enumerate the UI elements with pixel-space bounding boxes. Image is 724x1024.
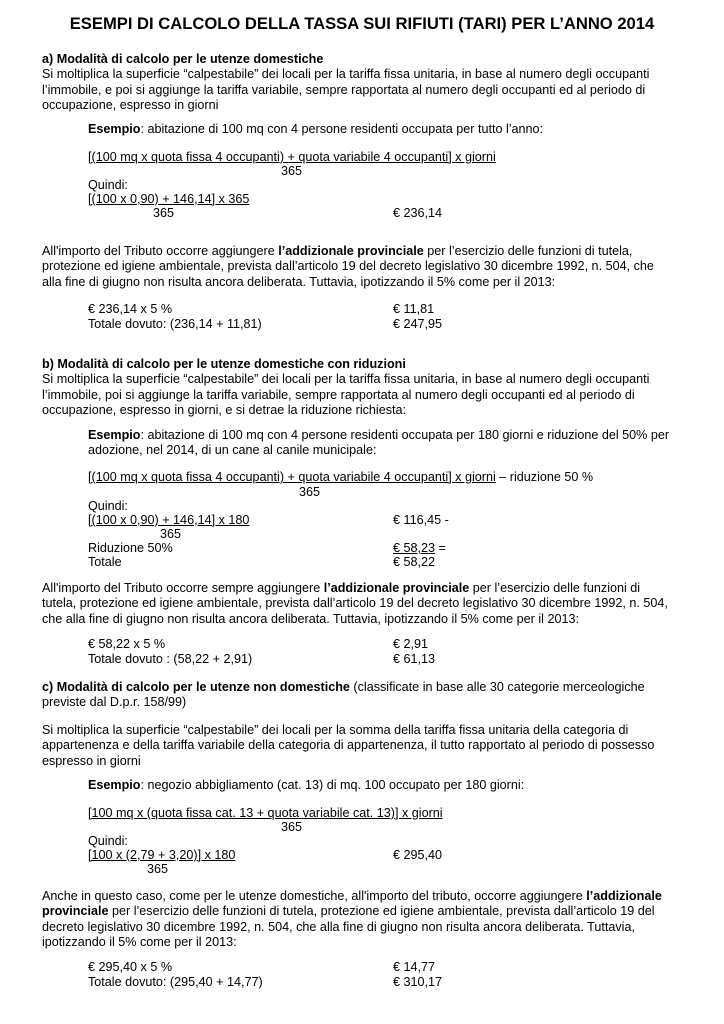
formula-suffix: – riduzione 50 %: [495, 470, 594, 484]
addizionale-bold: l’addizionale: [586, 889, 662, 903]
section-a-calc: [(100 x 0,90) + 146,14] x 365: [88, 192, 250, 206]
section-b-row1-label: € 58,22 x 5 %: [88, 637, 166, 651]
section-b-row1-value: € 2,91: [393, 637, 429, 651]
section-a-row2-value: € 247,95: [393, 317, 443, 331]
section-a-addizionale: [42, 244, 682, 290]
addizionale-text: per l’esercizio delle funzioni di: [469, 581, 641, 595]
page-title: ESEMPI DI CALCOLO DELLA TASSA SUI RIFIUTI (TARI) PER L’ANNO 2014: [69, 14, 655, 33]
addizionale-line: protezione ed igiene ambientale, prevista dall’articolo 19 del decreto legislativo 30 dicembre 1992, n. 504, che: [42, 259, 654, 274]
section-b-calc-result: € 116,45 -: [393, 513, 449, 527]
section-b-addizionale: [42, 581, 682, 627]
section-b-row2-value: € 61,13: [393, 652, 436, 666]
section-b-heading: b) Modalità di calcolo per le utenze domestiche con riduzioni: [42, 357, 406, 371]
formula-text: [(100 mq x quota fissa 4 occupanti) + quota variabile 4 occupanti] x giorni: [88, 470, 496, 484]
section-a-row1-label: € 236,14 x 5 %: [88, 302, 173, 316]
section-b-row2-label: Totale dovuto : (58,22 + 2,91): [88, 652, 253, 666]
section-a-intro-line: Si moltiplica la superficie “calpestabile” dei locali per la tariffa fissa unitaria, in base al numero degli occupanti: [42, 67, 650, 82]
section-c-row2-value: € 310,17: [393, 975, 443, 989]
example-text: : abitazione di 100 mq con 4 persone residenti occupata per tutto l’anno:: [140, 122, 544, 136]
section-c-addizionale: [42, 889, 682, 950]
addizionale-line: tutela, protezione ed igiene ambientale, prevista dall’articolo 19 del decreto legislativo 30 dicembre 1992, n. 504,: [42, 596, 668, 611]
addizionale-bold: l’addizionale provinciale: [323, 581, 470, 595]
example-label: Esempio: [88, 122, 141, 136]
section-c-row1-value: € 14,77: [393, 960, 436, 974]
section-a-row2-label: Totale dovuto: (236,14 + 11,81): [88, 317, 262, 331]
section-a-calc-result: € 236,14: [393, 206, 443, 220]
addizionale-text: Anche in questo caso, come per le utenze domestiche, all'importo del tributo, occorre aggiungere: [42, 889, 587, 903]
section-c-intro-line: appartenenza e della tariffa variabile della categoria di appartenenza, il tutto rapportato al periodo di possesso: [42, 738, 655, 753]
section-c-formula-denominator: 365: [281, 820, 303, 834]
example-label: Esempio: [88, 778, 141, 792]
section-c-intro: [42, 723, 682, 769]
section-a-intro-line: occupazione, espresso in giorni: [42, 97, 219, 112]
section-c-example: [88, 778, 524, 793]
example-text: : negozio abbigliamento (cat. 13) di mq. 100 occupato per 180 giorni:: [140, 778, 525, 792]
section-a-quindi: Quindi:: [88, 178, 128, 192]
section-b-example: [88, 428, 688, 459]
addizionale-line: ipotizzando il 5% come per il 2013:: [42, 934, 237, 949]
section-a-row1-value: € 11,81: [393, 302, 435, 316]
section-b-calc: [(100 x 0,90) + 146,14] x 180: [88, 513, 250, 527]
section-b-totale-label: Totale: [88, 555, 122, 569]
section-b-riduzione-value: [393, 541, 446, 556]
section-c-row1-label: € 295,40 x 5 %: [88, 960, 173, 974]
section-b-intro-line: Si moltiplica la superficie “calpestabile” dei locali per la tariffa fissa unitaria, in base al numero degli occupanti: [42, 372, 650, 387]
addizionale-line: che alla fine di giugno non risulta ancora deliberata. Tuttavia, ipotizzando il 5% come per il 2013:: [42, 611, 579, 626]
addizionale-text: All'importo del Tributo occorre sempre aggiungere: [42, 581, 324, 595]
section-c-calc-result: € 295,40: [393, 848, 443, 862]
section-c-row2-label: Totale dovuto: (295,40 + 14,77): [88, 975, 263, 989]
section-b: [42, 357, 682, 418]
section-c-heading: c) Modalità di calcolo per le utenze non domestiche: [42, 680, 350, 694]
section-c-intro-line: espresso in giorni: [42, 753, 141, 768]
section-b-calc-denominator: 365: [160, 527, 182, 541]
section-b-intro-line: l’immobile, poi si aggiunge la tariffa variabile, sempre rapportata al numero degli occupanti ed al periodo di: [42, 387, 635, 402]
addizionale-text: per l’esercizio delle funzioni di tutela, protezione ed igiene ambientale, prevista dall’articolo 19 del: [108, 904, 655, 919]
section-a-calc-denominator: 365: [153, 206, 175, 220]
section-c-calc: [100 x (2,79 + 3,20)] x 180: [88, 848, 236, 862]
section-c-calc-denominator: 365: [147, 862, 169, 876]
section-a-intro-line: l’immobile, e poi si aggiunge la tariffa variabile, sempre rapportata al numero degli occupanti ed al periodo di: [42, 82, 646, 97]
section-b-intro-line: occupazione, espresso in giorni, e si detrae la riduzione richiesta:: [42, 402, 407, 417]
section-b-formula: [88, 470, 593, 485]
section-c: [42, 680, 682, 711]
example-label: Esempio: [88, 428, 141, 442]
section-a: [42, 52, 682, 113]
addizionale-text: per l’esercizio delle funzioni di tutela,: [423, 244, 633, 258]
section-b-riduzione-label: Riduzione 50%: [88, 541, 173, 555]
section-c-quindi: Quindi:: [88, 834, 128, 848]
section-c-heading-note: previste dal D.p.r. 158/99): [42, 695, 187, 710]
section-a-formula: [(100 mq x quota fissa 4 occupanti) + quota variabile 4 occupanti] x giorni: [88, 150, 496, 164]
riduzione-equals: =: [435, 541, 446, 555]
addizionale-line: decreto legislativo 30 dicembre 1992, n. 504, che alla fine di giugno non risulta ancora deliberata. Tuttavia,: [42, 919, 635, 934]
section-b-totale-value: € 58,22: [393, 555, 436, 569]
section-a-example: [88, 122, 543, 137]
addizionale-bold: l’addizionale provinciale: [278, 244, 424, 258]
riduzione-amount: € 58,23: [393, 541, 436, 555]
section-b-formula-denominator: 365: [299, 485, 321, 499]
addizionale-bold: provinciale: [42, 904, 109, 919]
section-c-heading-note: (classificate in base alle 30 categorie merceologiche: [349, 680, 645, 694]
example-text: adozione, nel 2014, di un cane al canile municipale:: [88, 443, 377, 458]
section-a-heading: a) Modalità di calcolo per le utenze domestiche: [42, 52, 324, 66]
addizionale-text: All'importo del Tributo occorre aggiungere: [42, 244, 279, 258]
example-text: : abitazione di 100 mq con 4 persone residenti occupata per 180 giorni e riduzione del 50% per: [140, 428, 670, 442]
section-c-formula: [100 mq x (quota fissa cat. 13 + quota variabile cat. 13)] x giorni: [88, 806, 443, 820]
section-c-intro-line: Si moltiplica la superficie “calpestabile” dei locali per la somma della tariffa fissa unitaria della categoria di: [42, 723, 629, 737]
section-a-formula-denominator: 365: [281, 164, 303, 178]
section-b-quindi: Quindi:: [88, 499, 128, 513]
addizionale-line: alla fine di giugno non risulta ancora deliberata. Tuttavia, ipotizzando il 5% come per il 2013:: [42, 274, 556, 289]
